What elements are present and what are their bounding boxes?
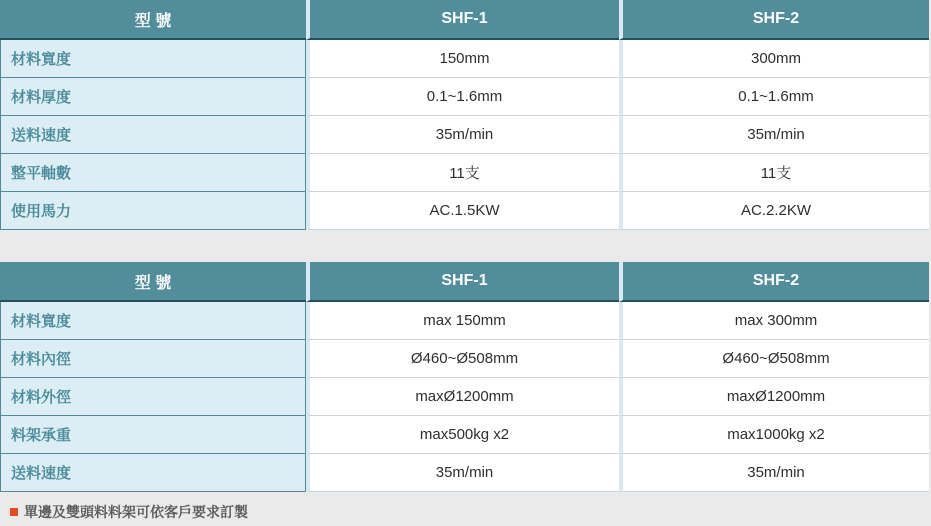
spec-value-cell: 35m/min — [619, 454, 929, 492]
shf2-header-cell: SHF-2 — [619, 262, 929, 302]
spec-value-cell: 0.1~1.6mm — [619, 78, 929, 116]
spec-value-cell: 0.1~1.6mm — [306, 78, 619, 116]
table-row — [0, 416, 929, 454]
spec-value-cell: 11支 — [306, 154, 619, 192]
shf1-header-cell: SHF-1 — [306, 262, 619, 302]
footnote — [0, 492, 931, 522]
table-row — [0, 116, 929, 154]
spec-value-cell: 35m/min — [306, 454, 619, 492]
spec-label-cell: 整平軸數 — [0, 154, 306, 192]
spec-value-cell: 300mm — [619, 40, 929, 78]
spec-value-cell: 150mm — [306, 40, 619, 78]
spec-label-cell: 材料內徑 — [0, 340, 306, 378]
table-row — [0, 454, 929, 492]
table-row — [0, 340, 929, 378]
table-row — [0, 378, 929, 416]
spec-label-cell: 材料厚度 — [0, 78, 306, 116]
spec-value-cell: 11支 — [619, 154, 929, 192]
footnote-text: 單邊及雙頭料料架可依客戶要求訂製 — [24, 504, 248, 520]
table-row — [0, 302, 929, 340]
model-header-cell: 型 號 — [0, 262, 306, 302]
spec-value-cell: Ø460~Ø508mm — [306, 340, 619, 378]
spec-value-cell: maxØ1200mm — [306, 378, 619, 416]
spec-table-2 — [0, 262, 929, 492]
spec-value-cell: AC.1.5KW — [306, 192, 619, 230]
spec-value-cell: 35m/min — [619, 116, 929, 154]
table-row — [0, 192, 929, 230]
shf2-header-cell: SHF-2 — [619, 0, 929, 40]
spec-value-cell: max500kg x2 — [306, 416, 619, 454]
spec-value-cell: AC.2.2KW — [619, 192, 929, 230]
spec-table-1 — [0, 0, 929, 230]
spec-value-cell: max 300mm — [619, 302, 929, 340]
shf1-header-cell: SHF-1 — [306, 0, 619, 40]
spec-value-cell: max 150mm — [306, 302, 619, 340]
spec-label-cell: 材料外徑 — [0, 378, 306, 416]
table-row — [0, 78, 929, 116]
spec-label-cell: 送料速度 — [0, 454, 306, 492]
spec-label-cell: 材料寬度 — [0, 302, 306, 340]
table-row — [0, 40, 929, 78]
spec-value-cell: max1000kg x2 — [619, 416, 929, 454]
spec-value-cell: maxØ1200mm — [619, 378, 929, 416]
spec-label-cell: 料架承重 — [0, 416, 306, 454]
bullet-square-icon — [10, 508, 18, 516]
spec-label-cell: 材料寬度 — [0, 40, 306, 78]
spec-value-cell: 35m/min — [306, 116, 619, 154]
model-header-cell: 型 號 — [0, 0, 306, 40]
spec-value-cell: Ø460~Ø508mm — [619, 340, 929, 378]
spec-label-cell: 送料速度 — [0, 116, 306, 154]
table-row — [0, 154, 929, 192]
table-header-row — [0, 0, 929, 40]
table-header-row — [0, 262, 929, 302]
spec-label-cell: 使用馬力 — [0, 192, 306, 230]
